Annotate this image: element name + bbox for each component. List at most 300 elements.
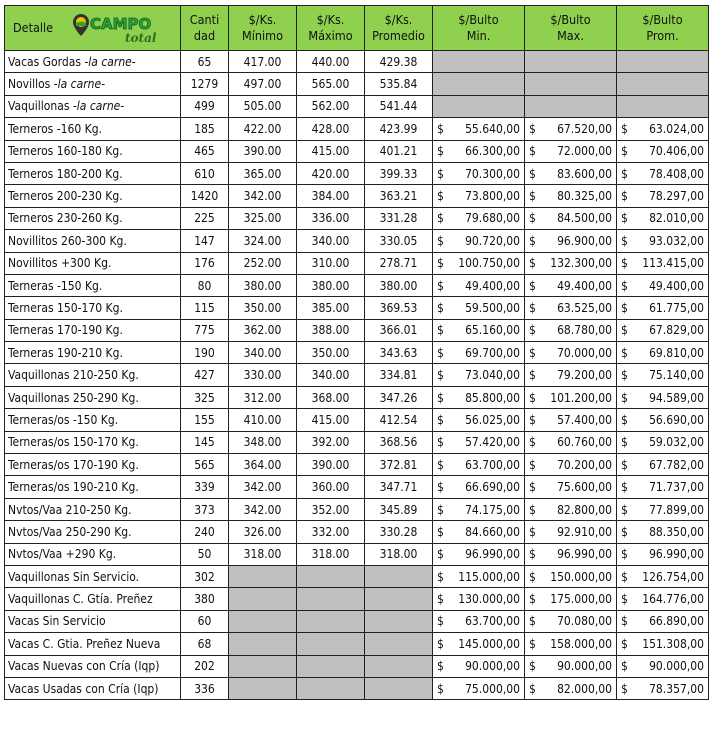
currency-symbol: $ (437, 323, 444, 338)
cell-cant: 50 (181, 543, 229, 565)
amount: 67.829,00 (649, 323, 704, 338)
cell-detalle (5, 498, 181, 520)
cell-max: 340.00 (297, 230, 365, 252)
cell-prom: 369.53 (365, 297, 433, 319)
cell-cant: 115 (181, 297, 229, 319)
cell-detalle (5, 297, 181, 319)
svg-text:total: total (125, 31, 157, 45)
cell-detalle (5, 162, 181, 184)
table-row (5, 543, 709, 565)
detalle-text: Nvtos/Vaa +290 Kg. (8, 547, 117, 562)
currency-symbol: $ (621, 457, 628, 472)
amount: 63.700,00 (465, 614, 520, 629)
currency-symbol: $ (529, 278, 536, 293)
cell-detalle (5, 588, 181, 610)
header-line: dad (193, 28, 216, 43)
currency-symbol: $ (529, 502, 536, 517)
cell-bprom (617, 633, 709, 655)
cell-min: 252.00 (229, 252, 297, 274)
cell-cant: 427 (181, 364, 229, 386)
detalle-text: Vaquillonas (8, 99, 73, 114)
cell-detalle (5, 274, 181, 296)
cell-detalle (5, 51, 181, 73)
cell-prom (365, 588, 433, 610)
cell-cant: 499 (181, 95, 229, 117)
amount: 59.500,00 (465, 300, 520, 315)
cell-min (229, 655, 297, 677)
cell-bmax (525, 95, 617, 117)
cell-bmin (433, 409, 525, 431)
table-row (5, 185, 709, 207)
amount: 94.589,00 (649, 390, 704, 405)
amount: 75.600,00 (557, 480, 612, 495)
cell-bprom (617, 118, 709, 140)
currency-symbol: $ (437, 435, 444, 450)
table-row (5, 51, 709, 73)
cell-detalle (5, 95, 181, 117)
currency-symbol: $ (437, 614, 444, 629)
cell-bmax (525, 655, 617, 677)
cell-bmax (525, 140, 617, 162)
cell-min (229, 565, 297, 587)
cell-cant: 176 (181, 252, 229, 274)
table-row (5, 431, 709, 453)
cell-bmin (433, 364, 525, 386)
cell-cant: 336 (181, 677, 229, 699)
currency-symbol: $ (621, 524, 628, 539)
cell-min: 380.00 (229, 274, 297, 296)
currency-symbol: $ (529, 614, 536, 629)
cell-bmin (433, 73, 525, 95)
table-row (5, 409, 709, 431)
currency-symbol: $ (621, 345, 628, 360)
amount: 73.040,00 (465, 368, 520, 383)
cell-cant: 775 (181, 319, 229, 341)
cell-detalle (5, 230, 181, 252)
cell-prom: 330.28 (365, 521, 433, 543)
amount: 78.297,00 (649, 189, 704, 204)
cell-bprom (617, 521, 709, 543)
amount: 70.000,00 (557, 345, 612, 360)
currency-symbol: $ (437, 300, 444, 315)
currency-symbol: $ (437, 681, 444, 696)
amount: 84.500,00 (557, 211, 612, 226)
cell-max: 565.00 (297, 73, 365, 95)
currency-symbol: $ (529, 457, 536, 472)
table-row (5, 633, 709, 655)
cell-bmin (433, 319, 525, 341)
currency-symbol: $ (621, 323, 628, 338)
amount: 56.690,00 (649, 412, 704, 427)
currency-symbol: $ (621, 659, 628, 674)
amount: 151.308,00 (642, 636, 704, 651)
cell-detalle (5, 633, 181, 655)
header-detalle (5, 6, 181, 51)
cell-max (297, 633, 365, 655)
cell-min: 350.00 (229, 297, 297, 319)
cell-bmin (433, 454, 525, 476)
cell-min: 342.00 (229, 476, 297, 498)
amount: 145.000,00 (458, 636, 520, 651)
amount: 84.660,00 (465, 524, 520, 539)
table-row (5, 274, 709, 296)
cell-prom (365, 655, 433, 677)
table-row (5, 677, 709, 699)
amount: 73.800,00 (465, 189, 520, 204)
table-row (5, 476, 709, 498)
cell-bmax (525, 118, 617, 140)
detalle-text: Terneras/os 190-210 Kg. (8, 480, 139, 495)
cell-max: 415.00 (297, 140, 365, 162)
amount: 115.000,00 (458, 569, 520, 584)
table-row (5, 230, 709, 252)
amount: 79.200,00 (557, 368, 612, 383)
currency-symbol: $ (437, 345, 444, 360)
currency-symbol: $ (621, 189, 628, 204)
cell-bmin (433, 633, 525, 655)
cell-max: 340.00 (297, 364, 365, 386)
detalle-text: Terneras/os 150-170 Kg. (8, 435, 139, 450)
table-row (5, 521, 709, 543)
table-row (5, 297, 709, 319)
cell-max (297, 565, 365, 587)
cell-cant: 145 (181, 431, 229, 453)
cell-min (229, 677, 297, 699)
cell-prom: 347.71 (365, 476, 433, 498)
cell-bmax (525, 162, 617, 184)
amount: 113.415,00 (642, 256, 704, 271)
currency-symbol: $ (437, 659, 444, 674)
currency-symbol: $ (529, 189, 536, 204)
cell-max: 562.00 (297, 95, 365, 117)
cell-detalle (5, 521, 181, 543)
amount: 96.990,00 (465, 547, 520, 562)
amount: 88.350,00 (649, 524, 704, 539)
cell-min (229, 588, 297, 610)
cell-max: 428.00 (297, 118, 365, 140)
cell-bmax (525, 185, 617, 207)
cell-min: 312.00 (229, 386, 297, 408)
currency-symbol: $ (529, 211, 536, 226)
cell-max: 388.00 (297, 319, 365, 341)
header-line: Min. (466, 28, 491, 43)
currency-symbol: $ (529, 412, 536, 427)
table-row (5, 252, 709, 274)
detalle-text: Vaquillonas 210-250 Kg. (8, 368, 139, 383)
currency-symbol: $ (529, 592, 536, 607)
cell-bmin (433, 51, 525, 73)
currency-symbol: $ (437, 592, 444, 607)
currency-symbol: $ (529, 390, 536, 405)
header-line: $/Ks. (248, 12, 277, 27)
table-row (5, 342, 709, 364)
amount: 96.990,00 (557, 547, 612, 562)
amount: 78.408,00 (649, 166, 704, 181)
currency-symbol: $ (437, 189, 444, 204)
table-row (5, 319, 709, 341)
detalle-text: Vacas Sin Servicio (8, 614, 106, 629)
cell-bmin (433, 118, 525, 140)
cell-bmax (525, 476, 617, 498)
cell-detalle (5, 543, 181, 565)
cell-bmax (525, 521, 617, 543)
cell-bmax (525, 51, 617, 73)
table-row (5, 118, 709, 140)
amount: 63.024,00 (649, 121, 704, 136)
cell-min: 342.00 (229, 185, 297, 207)
amount: 49.400,00 (649, 278, 704, 293)
currency-symbol: $ (621, 166, 628, 181)
currency-symbol: $ (621, 390, 628, 405)
cell-prom: 345.89 (365, 498, 433, 520)
cell-bmax (525, 565, 617, 587)
currency-symbol: $ (437, 636, 444, 651)
currency-symbol: $ (529, 480, 536, 495)
cell-cant: 60 (181, 610, 229, 632)
amount: 82.000,00 (557, 681, 612, 696)
cell-bmax (525, 454, 617, 476)
cell-detalle (5, 610, 181, 632)
currency-symbol: $ (437, 390, 444, 405)
cell-bprom (617, 476, 709, 498)
amount: 60.760,00 (557, 435, 612, 450)
cell-min (229, 633, 297, 655)
cell-detalle (5, 565, 181, 587)
cell-detalle (5, 252, 181, 274)
amount: 126.754,00 (642, 569, 704, 584)
table-row (5, 588, 709, 610)
cell-prom (365, 565, 433, 587)
header-bulto-max (525, 6, 617, 51)
cell-prom: 380.00 (365, 274, 433, 296)
cell-detalle (5, 454, 181, 476)
cell-cant: 339 (181, 476, 229, 498)
cell-bmax (525, 342, 617, 364)
cell-bprom (617, 185, 709, 207)
cell-max: 332.00 (297, 521, 365, 543)
cell-bprom (617, 431, 709, 453)
currency-symbol: $ (529, 323, 536, 338)
amount: 164.776,00 (642, 592, 704, 607)
detalle-note: -la carne- (72, 99, 125, 114)
cell-max (297, 677, 365, 699)
amount: 130.000,00 (458, 592, 520, 607)
cell-bmax (525, 230, 617, 252)
amount: 90.000,00 (465, 659, 520, 674)
cell-cant: 202 (181, 655, 229, 677)
cell-bprom (617, 409, 709, 431)
amount: 96.900,00 (557, 233, 612, 248)
cell-detalle (5, 118, 181, 140)
amount: 80.325,00 (557, 189, 612, 204)
cell-cant: 147 (181, 230, 229, 252)
detalle-text: Terneros 230-260 Kg. (8, 211, 123, 226)
detalle-text: Terneras 150-170 Kg. (8, 300, 123, 315)
cell-min: 422.00 (229, 118, 297, 140)
currency-symbol: $ (621, 614, 628, 629)
currency-symbol: $ (621, 502, 628, 517)
amount: 63.700,00 (465, 457, 520, 472)
cell-bprom (617, 95, 709, 117)
currency-symbol: $ (437, 569, 444, 584)
cell-min: 325.00 (229, 207, 297, 229)
detalle-text: Vaquillonas C. Gtía. Preñez (8, 592, 153, 607)
cell-bprom (617, 364, 709, 386)
currency-symbol: $ (621, 592, 628, 607)
cell-bmax (525, 252, 617, 274)
cell-prom: 412.54 (365, 409, 433, 431)
currency-symbol: $ (437, 368, 444, 383)
amount: 132.300,00 (550, 256, 612, 271)
amount: 74.175,00 (465, 502, 520, 517)
cell-prom: 399.33 (365, 162, 433, 184)
cell-prom: 363.21 (365, 185, 433, 207)
cell-max: 368.00 (297, 386, 365, 408)
amount: 55.640,00 (465, 121, 520, 136)
cell-max: 380.00 (297, 274, 365, 296)
cell-cant: 68 (181, 633, 229, 655)
currency-symbol: $ (621, 412, 628, 427)
currency-symbol: $ (529, 636, 536, 651)
currency-symbol: $ (621, 480, 628, 495)
cell-bprom (617, 207, 709, 229)
detalle-text: Vacas Nuevas con Cría (Iqp) (8, 659, 160, 674)
amount: 70.200,00 (557, 457, 612, 472)
cell-bmin (433, 297, 525, 319)
amount: 158.000,00 (550, 636, 612, 651)
cell-min: 362.00 (229, 319, 297, 341)
cell-prom: 366.01 (365, 319, 433, 341)
currency-symbol: $ (529, 659, 536, 674)
cell-bmin (433, 252, 525, 274)
cell-cant: 1420 (181, 185, 229, 207)
cell-bmax (525, 633, 617, 655)
amount: 90.000,00 (649, 659, 704, 674)
detalle-text: Vacas Gordas (8, 54, 85, 69)
cell-detalle (5, 342, 181, 364)
header-line: Canti (189, 12, 220, 27)
table-row (5, 655, 709, 677)
currency-symbol: $ (621, 636, 628, 651)
cell-cant: 373 (181, 498, 229, 520)
amount: 57.400,00 (557, 412, 612, 427)
header-line: $/Ks. (384, 12, 413, 27)
cell-prom: 330.05 (365, 230, 433, 252)
currency-symbol: $ (437, 524, 444, 539)
cell-bprom (617, 454, 709, 476)
cell-bprom (617, 565, 709, 587)
amount: 85.800,00 (465, 390, 520, 405)
cell-bprom (617, 655, 709, 677)
amount: 63.525,00 (557, 300, 612, 315)
amount: 66.690,00 (465, 480, 520, 495)
table-row (5, 162, 709, 184)
cell-cant: 325 (181, 386, 229, 408)
currency-symbol: $ (529, 300, 536, 315)
cell-cant: 1279 (181, 73, 229, 95)
cell-bmax (525, 274, 617, 296)
cell-prom: 535.84 (365, 73, 433, 95)
currency-symbol: $ (621, 300, 628, 315)
cell-max: 310.00 (297, 252, 365, 274)
currency-symbol: $ (437, 166, 444, 181)
cell-bmax (525, 409, 617, 431)
detalle-text: Terneras/os -150 Kg. (8, 412, 119, 427)
cell-prom: 368.56 (365, 431, 433, 453)
header-line: $/Ks. (316, 12, 345, 27)
amount: 90.000,00 (557, 659, 612, 674)
amount: 82.010,00 (649, 211, 704, 226)
cell-cant: 302 (181, 565, 229, 587)
currency-symbol: $ (437, 480, 444, 495)
currency-symbol: $ (621, 547, 628, 562)
cell-prom: 347.26 (365, 386, 433, 408)
table-row (5, 73, 709, 95)
cell-detalle (5, 319, 181, 341)
currency-symbol: $ (621, 278, 628, 293)
amount: 150.000,00 (550, 569, 612, 584)
currency-symbol: $ (621, 233, 628, 248)
amount: 69.700,00 (465, 345, 520, 360)
currency-symbol: $ (529, 121, 536, 136)
amount: 93.032,00 (649, 233, 704, 248)
amount: 70.080,00 (557, 614, 612, 629)
cell-bmin (433, 677, 525, 699)
detalle-text: Nvtos/Vaa 250-290 Kg. (8, 524, 132, 539)
header-line: $/Bulto (642, 12, 683, 27)
currency-symbol: $ (529, 524, 536, 539)
detalle-text: Terneros 160-180 Kg. (8, 144, 123, 159)
detalle-text: Terneros 180-200 Kg. (8, 166, 123, 181)
amount: 56.025,00 (465, 412, 520, 427)
detalle-text: Terneras 170-190 Kg. (8, 323, 123, 338)
currency-symbol: $ (437, 211, 444, 226)
amount: 57.420,00 (465, 435, 520, 450)
cell-bmax (525, 73, 617, 95)
table-row (5, 610, 709, 632)
header-ks-promedio (365, 6, 433, 51)
detalle-text: Terneras -150 Kg. (8, 278, 103, 293)
cell-bmin (433, 565, 525, 587)
detalle-text: Novillitos 260-300 Kg. (8, 233, 127, 248)
cell-bmin (433, 274, 525, 296)
cell-prom: 372.81 (365, 454, 433, 476)
amount: 67.782,00 (649, 457, 704, 472)
cell-prom: 429.38 (365, 51, 433, 73)
cell-bprom (617, 319, 709, 341)
header-line: Máximo (308, 28, 353, 43)
cell-detalle (5, 73, 181, 95)
table-row (5, 565, 709, 587)
currency-symbol: $ (529, 256, 536, 271)
amount: 96.990,00 (649, 547, 704, 562)
cell-max: 440.00 (297, 51, 365, 73)
cell-min: 326.00 (229, 521, 297, 543)
table-row (5, 140, 709, 162)
cell-max: 385.00 (297, 297, 365, 319)
cell-bmax (525, 207, 617, 229)
cell-max: 384.00 (297, 185, 365, 207)
price-table (4, 5, 709, 700)
cell-prom (365, 610, 433, 632)
currency-symbol: $ (529, 144, 536, 159)
detalle-text: Terneras/os 170-190 Kg. (8, 457, 139, 472)
cell-cant: 565 (181, 454, 229, 476)
currency-symbol: $ (529, 435, 536, 450)
amount: 49.400,00 (557, 278, 612, 293)
currency-symbol: $ (621, 569, 628, 584)
cell-bmax (525, 543, 617, 565)
